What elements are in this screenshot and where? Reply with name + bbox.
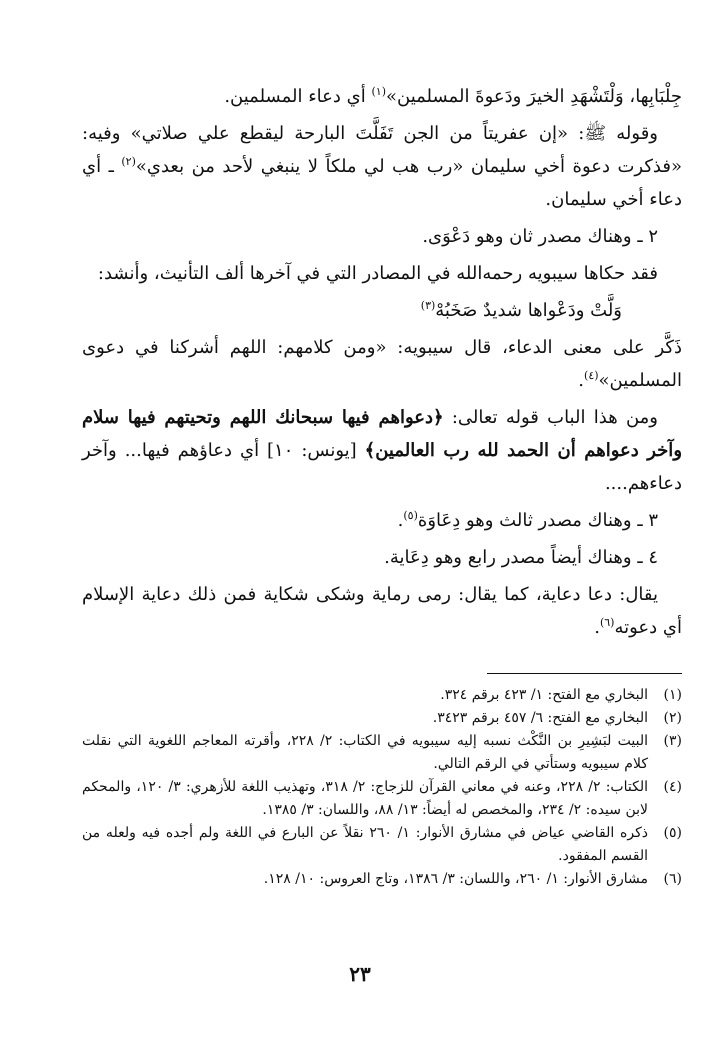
paragraph-7 bbox=[82, 504, 682, 537]
footnote-text: الكتاب: ٢/ ٢٢٨، وعنه في معاني القرآن للزجاج: ٢/ ٣١٨، وتهذيب اللغة للأزهري: ٣/ ١٢٠، والمحكم لابن سيده: ٢/ ٢٣٤، والمخصص له أيضاً: ١٣/ ٨٨، واللسان: ٣/ ١٣٨٥. bbox=[82, 779, 648, 818]
footnote-number: (١) bbox=[663, 687, 682, 703]
verse-line bbox=[82, 294, 682, 327]
footnote-number: (٥) bbox=[663, 825, 682, 841]
paragraph-6-lead: ومن هذا الباب قوله تعالى: bbox=[443, 407, 658, 428]
paragraph-1 bbox=[82, 80, 682, 113]
paragraph-4: فقد حكاها سيبويه رحمه‌الله في المصادر التي في آخرها ألف التأنيث، وأنشد: bbox=[97, 263, 658, 284]
paragraph-5-text: ذَكَّر على معنى الدعاء، قال سيبويه: «ومن كلامهم: اللهم أشركنا في دعوى المسلمين» bbox=[82, 337, 682, 391]
page-number: ٢٣ bbox=[349, 962, 371, 986]
paragraph-9-text: يقال: دعا دعاية، كما يقال: رمى رماية وشكى شكاية فمن ذلك دعاية الإسلام أي دعوته bbox=[82, 584, 682, 638]
footnote-number: (٢) bbox=[663, 710, 682, 726]
footnote-6 bbox=[82, 868, 682, 891]
footnote-text: مشارق الأنوار: ١/ ٢٦٠، واللسان: ٣/ ١٣٨٦، وتاج العروس: ١٠/ ١٢٨. bbox=[263, 871, 648, 887]
footnote-number: (٤) bbox=[663, 779, 682, 795]
paragraph-9-tail: . bbox=[594, 617, 600, 638]
footnote-4 bbox=[82, 776, 682, 822]
footnote-ref-5: (٥) bbox=[403, 509, 418, 522]
footnote-ref-2: (٢) bbox=[121, 155, 136, 168]
paragraph-8: ٤ ـ وهناك أيضاً مصدر رابع وهو دِعَاية. bbox=[384, 547, 658, 568]
paragraph-1-tail: أي دعاء المسلمين. bbox=[224, 86, 372, 107]
footnote-text: ذكره القاضي عياض في مشارق الأنوار: ١/ ٢٦٠ نقلاً عن البارع في اللغة ولم أجده فيه ولعله من القسم المفقود. bbox=[82, 825, 648, 864]
paragraph-2-tail: ـ أي دعاء أخي سليمان. bbox=[82, 156, 682, 210]
quran-verse: ﴿دعواهم فيها سبحانك اللهم وتحيتهم فيها سلام وآخر دعواهم أن الحمد لله رب العالمين﴾ bbox=[82, 407, 683, 461]
paragraph-2-text: وقوله ﷺ: «إن عفريتاً من الجن تَفَلَّتَ البارحة ليقطع علي صلاتي» وفيه: «فذكرت دعوة أخي سليمان «رب هب لي ملكاً لا ينبغي لأحد من بعدي» bbox=[82, 123, 682, 177]
footnotes bbox=[82, 684, 682, 891]
verse-text: وَلَّتْ ودَعْواها شديدٌ صَخَبُهْ bbox=[435, 300, 622, 321]
footnote-ref-4: (٤) bbox=[584, 369, 599, 382]
paragraph-7-tail: . bbox=[397, 510, 404, 531]
paragraph-3: ٢ ـ وهناك مصدر ثان وهو دَعْوَى. bbox=[422, 226, 658, 247]
footnote-text: البيت لبَشِيرِ بن النَّكْث نسبه إليه سيبويه في الكتاب: ٢/ ٢٢٨، وأقرته المعاجم اللغوية التي نقلت كلام سيبويه وستأتي في الرقم التالي. bbox=[82, 733, 648, 772]
page-body bbox=[82, 80, 682, 648]
footnote-5 bbox=[82, 822, 682, 868]
paragraph-7-text: ٣ ـ وهناك مصدر ثالث وهو دِعَاوَة bbox=[417, 510, 658, 531]
footnote-text: البخاري مع الفتح: ١/ ٤٢٣ برقم ٣٢٤. bbox=[440, 687, 648, 703]
footnote-text: البخاري مع الفتح: ٦/ ٤٥٧ برقم ٣٤٢٣. bbox=[432, 710, 648, 726]
footnote-ref-3: (٣) bbox=[420, 299, 436, 312]
footnote-ref-1: (١) bbox=[371, 85, 386, 98]
paragraph-1-text: جِلْبَابِها، وَلْتَشْهَدِ الخيرَ ودَعوةَ المسلمين» bbox=[385, 86, 682, 107]
paragraph-2 bbox=[82, 117, 682, 216]
paragraph-9 bbox=[82, 578, 682, 644]
paragraph-6 bbox=[82, 401, 682, 500]
footnote-ref-6: (٦) bbox=[599, 616, 615, 629]
footnote-1 bbox=[82, 684, 682, 707]
footnote-separator bbox=[487, 673, 682, 674]
footnote-number: (٦) bbox=[663, 871, 682, 887]
footnote-2 bbox=[82, 707, 682, 730]
paragraph-6-tail: [يونس: ١٠] أي دعاؤهم فيها... وآخر دعاءهم.... bbox=[82, 440, 682, 494]
main-text bbox=[82, 80, 682, 644]
paragraph-5 bbox=[82, 331, 682, 397]
paragraph-5-tail: . bbox=[578, 370, 585, 391]
footnote-3 bbox=[82, 730, 682, 776]
footnote-number: (٣) bbox=[663, 733, 682, 749]
